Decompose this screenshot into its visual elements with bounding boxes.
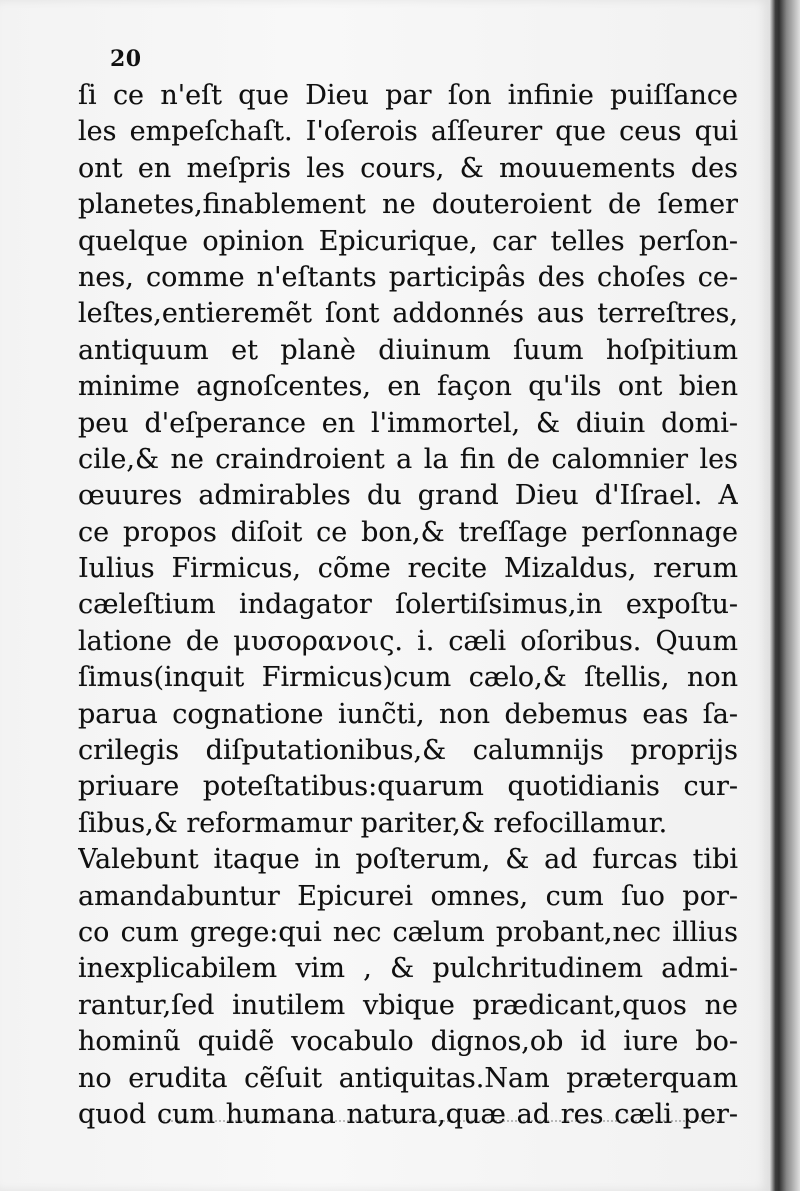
text-line-18: parua cognatione iunc̃ti, non debemus eas ſa-	[78, 698, 738, 730]
text-line-23: amandabuntur Epicurei omnes, cum ſuo por-	[78, 880, 738, 912]
text-line-28: no erudita cẽſuit antiquitas.Nam præterquam	[78, 1062, 738, 1094]
page-edge-shadow	[770, 0, 800, 1191]
text-line-27: hominũ quidẽ vocabulo dignos,ob id iure bo-	[78, 1026, 738, 1058]
text-line-25: inexplicabilem vim , & pulchritudinem admi-	[78, 953, 738, 985]
text-line-13: ce propos diſoit ce bon,& treſſage perſonnage	[78, 516, 738, 548]
page-number: 20	[110, 46, 142, 72]
text-line-5: quelque opinion Epicurique, car telles perſon-	[78, 225, 738, 257]
text-line-15: cæleſtium indagator ſolertiſsimus,in expoſtu-	[78, 589, 738, 621]
text-line-3: ont en meſpris les cours, & mouuements des	[78, 152, 738, 184]
text-line-2: les empeſchaſt. I'oſerois aſſeurer que ceus qui	[78, 116, 738, 148]
text-line-29: quod cum humana natura,quæ ad res cæli per-	[78, 1098, 738, 1130]
text-line-24: co cum grege:qui nec cælum probant,nec illius	[78, 916, 738, 948]
text-line-8: antiquum et planè diuinum ſuum hoſpitium	[78, 334, 738, 366]
bottom-ink-mark	[160, 1120, 720, 1130]
text-line-26: rantur,ſed inutilem vbique prædicant,quos ne	[78, 989, 738, 1021]
text-line-22: Valebunt itaque in poſterum, & ad furcas tibi	[78, 844, 738, 876]
text-line-20: priuare poteſtatibus:quarum quotidianis cur-	[78, 771, 738, 803]
text-line-21: ſibus,& reformamur pariter,& refocillamur.	[78, 807, 668, 839]
text-line-11: cile,& ne craindroient a la fin de calomnier les	[78, 443, 738, 475]
text-block	[78, 78, 738, 1133]
text-line-14: Iulius Firmicus, cõme recite Mizaldus, rerum	[78, 553, 738, 585]
text-line-17: ſimus(inquit Firmicus)cum cælo,& ſtellis, non	[78, 662, 738, 694]
text-line-16: latione de μυσoρανοις. i. cæli oſoribus. Quum	[78, 625, 738, 657]
text-line-10: peu d'eſperance en l'immortel, & diuin domi-	[78, 407, 738, 439]
text-line-12: œuures admirables du grand Dieu d'Iſrael. A	[78, 480, 738, 512]
text-line-7: leſtes,entieremẽt ſont addonnés aus terreſtres,	[78, 298, 738, 330]
text-line-4: planetes,finablement ne douteroient de ſemer	[78, 189, 738, 221]
text-line-19: crilegis diſputationibus,& calumnijs proprijs	[78, 735, 738, 767]
text-line-6: nes, comme n'eſtants participâs des choſes ce-	[78, 261, 738, 293]
text-line-9: minime agnoſcentes, en façon qu'ils ont bien	[78, 371, 738, 403]
text-line-1: ſi ce n'eſt que Dieu par ſon infinie puiſſance	[78, 80, 738, 111]
